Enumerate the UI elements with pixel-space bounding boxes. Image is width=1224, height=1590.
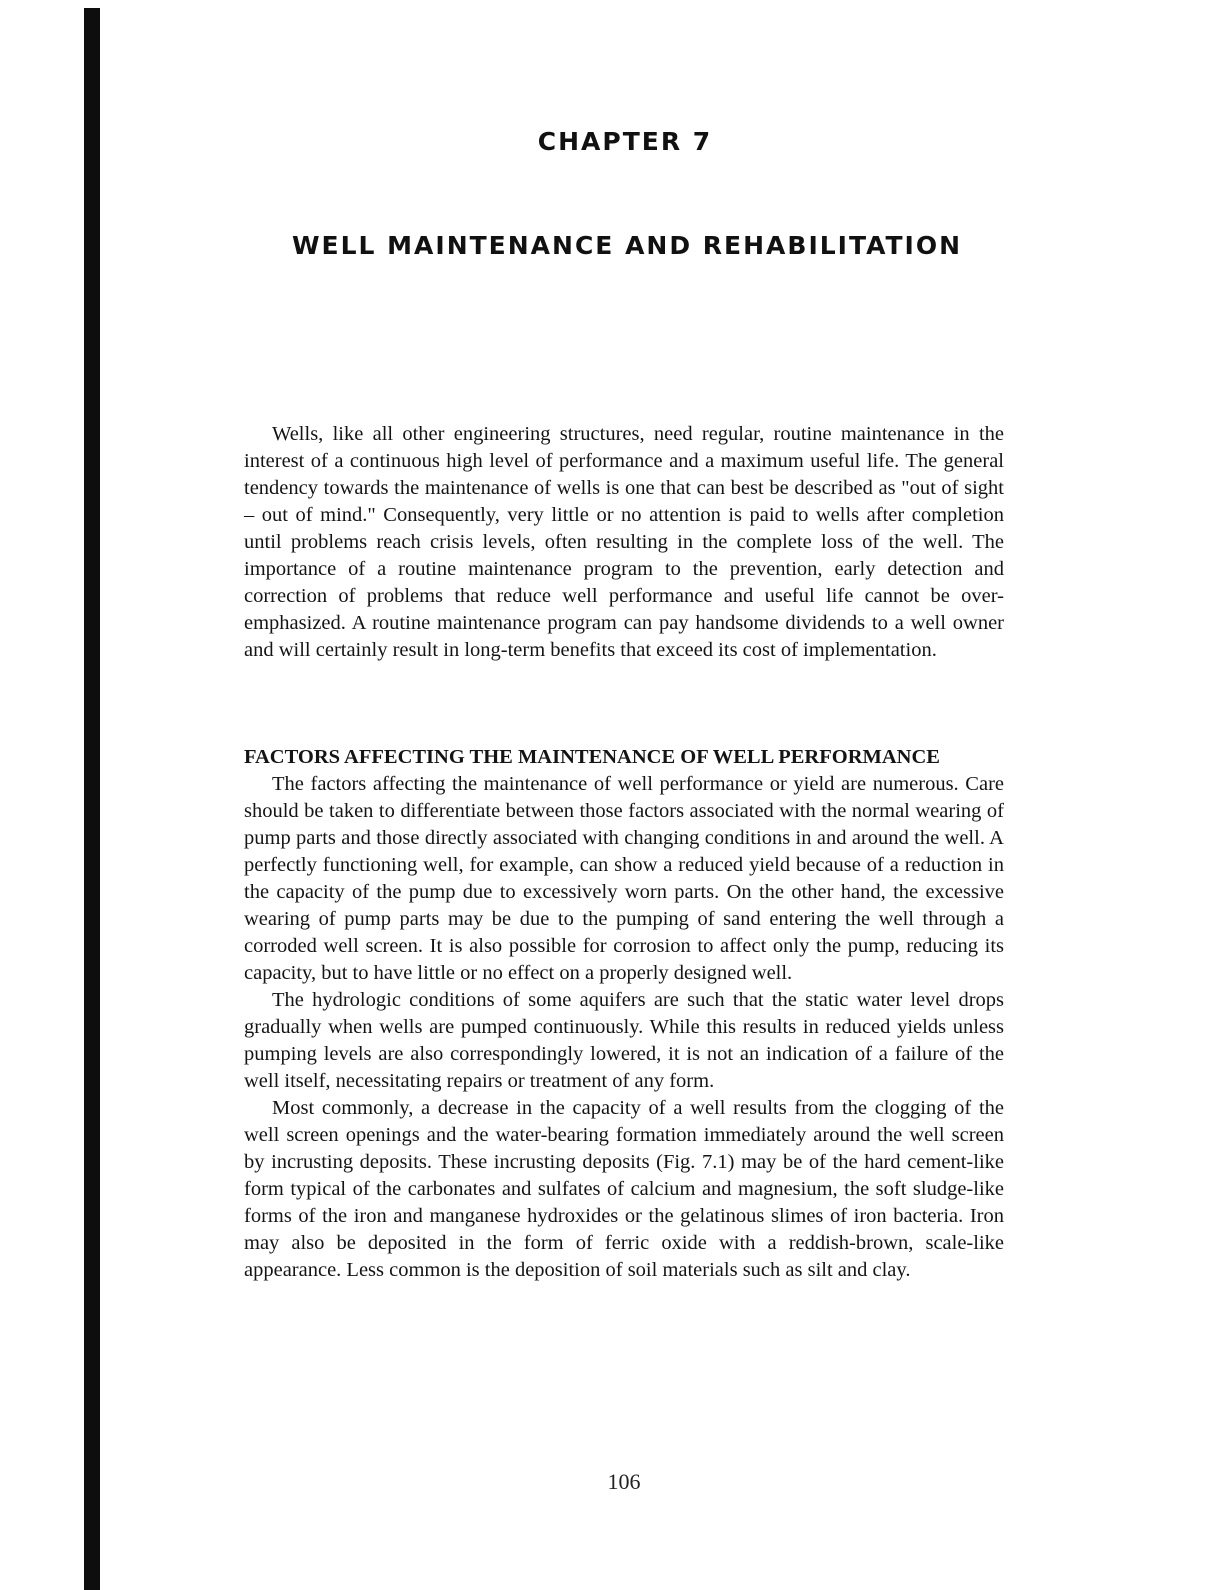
chapter-label: CHAPTER 7 (537, 127, 713, 156)
page-number: 106 (607, 1469, 641, 1494)
intro-paragraph: Wells, like all other engineering structures, need regular, routine maintenance in the interest of a continuous high level of performance and a maximum useful life. The general tendency towards the maintenance of wells is one that can best be described as "out of sight – out of mind." Consequently, very little or no attention is paid to wells after completion until problems reach crisis levels, often resulting in the complete loss of the well. The importance of a routine maintenance program to the prevention, early detection and correction of problems that reduce well performance and useful life cannot be over-emphasized. A routine maintenance program can pay handsome dividends to a well owner and will certainly result in long-term benefits that exceed its cost of implementation. (244, 423, 1004, 661)
chapter-title: WELL MAINTENANCE AND REHABILITATION (291, 231, 963, 260)
section-body (244, 771, 1004, 1284)
paragraph-pump-factors: The factors affecting the maintenance of well performance or yield are numerous. Care should be taken to differentiate between those factors associated with the normal wearing of pump parts and those directly associated with changing conditions in and around the well. A perfectly functioning well, for example, can show a reduced yield because of a reduction in the capacity of the pump due to excessively worn parts. On the other hand, the excessive wearing of pump parts may be due to the pumping of sand entering the well through a corroded well screen. It is also possible for corrosion to affect only the pump, reducing its capacity, but to have little or no effect on a properly designed well. (244, 773, 1004, 984)
paragraph-hydrologic-conditions: The hydrologic conditions of some aquifers are such that the static water level drops gradually when wells are pumped continuously. While this results in reduced yields unless pumping levels are also correspondingly lowered, it is not an indication of a failure of the well itself, necessitating repairs or treatment of any form. (244, 989, 1004, 1092)
section-heading: FACTORS AFFECTING THE MAINTENANCE OF WELL PERFORMANCE (244, 746, 940, 768)
paragraph-incrusting-deposits: Most commonly, a decrease in the capacity of a well results from the clogging of the well screen openings and the water-bearing formation immediately around the well screen by incrusting deposits. These incrusting deposits (Fig. 7.1) may be of the hard cement-like form typical of the carbonates and sulfates of calcium and magnesium, the soft sludge-like forms of the iron and manganese hydroxides or the gelatinous slimes of iron bacteria. Iron may also be deposited in the form of ferric oxide with a reddish-brown, scale-like appearance. Less common is the deposition of soil materials such as silt and clay. (244, 1097, 1004, 1281)
